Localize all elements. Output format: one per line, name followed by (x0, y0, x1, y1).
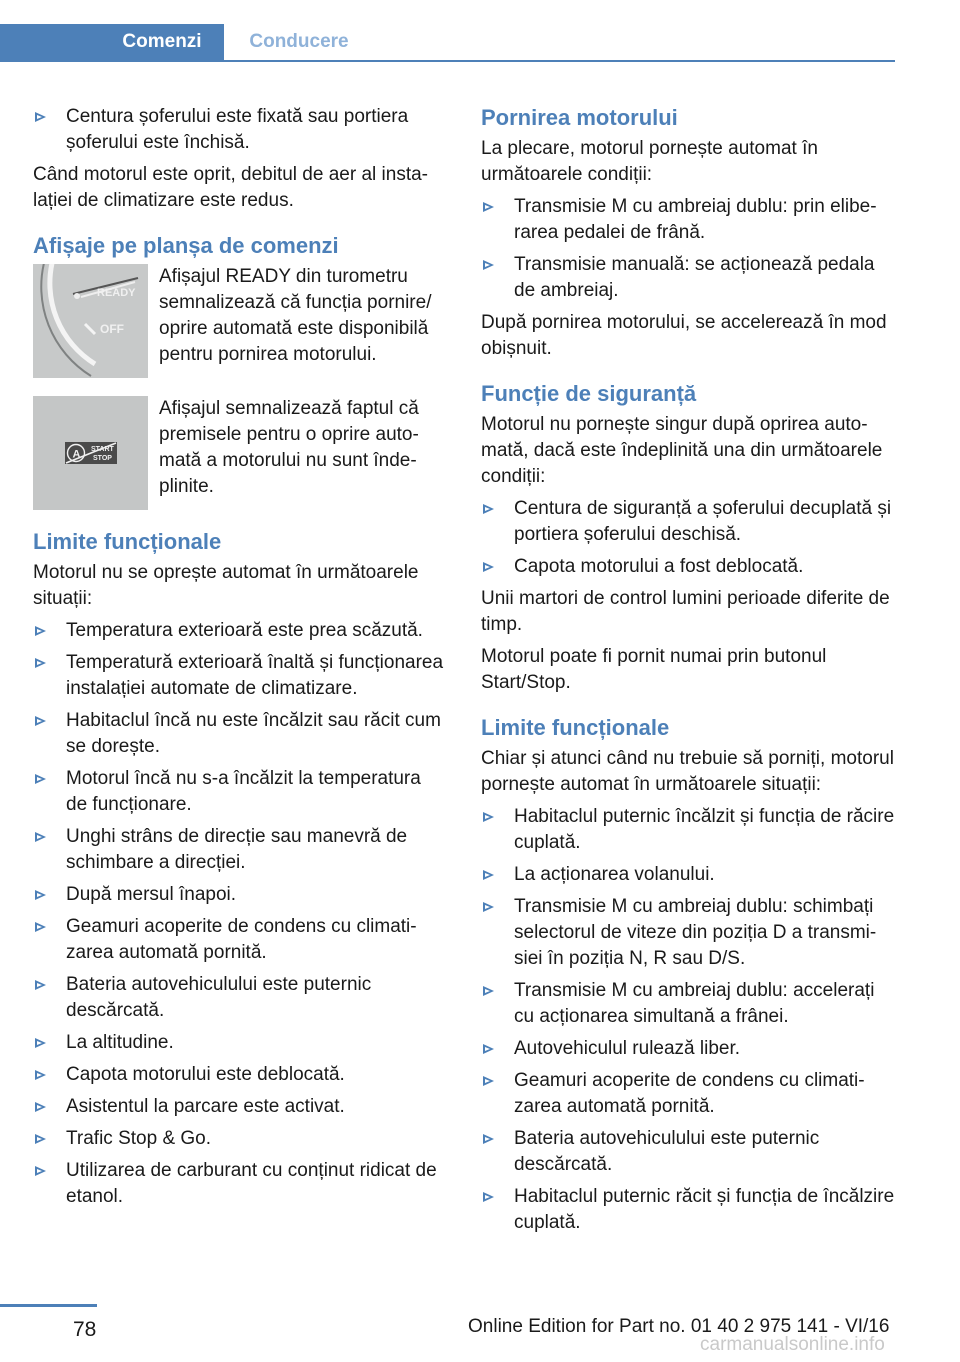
triangle-bullet-icon (483, 902, 494, 912)
triangle-bullet-icon (483, 202, 494, 212)
section-heading-safety: Funcție de siguranță (481, 381, 697, 406)
list-item: Habitaclul încă nu este încălzit sau răcit cum se dorește. (33, 708, 445, 760)
triangle-bullet-icon (483, 1134, 494, 1144)
paragraph: Motorul nu pornește singur după oprirea automată, dacă este îndeplinită una din următoarele condiții: (481, 414, 883, 487)
list-item: Unghi strâns de direcție sau manevră de schimbare a direcției. (33, 824, 445, 876)
off-label: OFF (100, 322, 124, 336)
triangle-bullet-icon (35, 1134, 46, 1144)
start-label: START (91, 446, 114, 453)
triangle-bullet-icon (35, 832, 46, 842)
footer-rule (0, 1304, 97, 1307)
ready-label: READY (97, 287, 136, 299)
triangle-bullet-icon (483, 260, 494, 270)
triangle-bullet-icon (483, 504, 494, 514)
triangle-bullet-icon (35, 980, 46, 990)
right-column (481, 104, 895, 1242)
list-item: Transmisie M cu ambreiaj dublu: prin eliberarea pedalei de frână. (481, 194, 895, 246)
triangle-bullet-icon (35, 1038, 46, 1048)
display-ready-row (33, 264, 445, 378)
list-item: Bateria autovehiculului este puternic descărcată. (33, 972, 445, 1024)
list-item: Geamuri acoperite de condens cu climatizarea automată pornită. (481, 1068, 895, 1120)
triangle-bullet-icon (35, 890, 46, 900)
list-item: Motorul încă nu s-a încălzit la temperatura de funcționare. (33, 766, 445, 818)
auto-a-label: A (72, 448, 81, 461)
display2-description: Afișajul semnalizează faptul că premisele pentru o oprire automată a motorului nu sunt îndeplinite. (159, 398, 419, 497)
page-number: 78 (73, 1318, 97, 1341)
list-item: Geamuri acoperite de condens cu climatizarea automată pornită. (33, 914, 445, 966)
safety-conditions-list (481, 496, 895, 580)
list-item: După mersul înapoi. (33, 882, 445, 908)
triangle-bullet-icon (35, 774, 46, 784)
list-item: Temperatura exterioară este prea scăzută. (33, 618, 445, 644)
chapter-tabs (0, 24, 895, 62)
list-item: Capota motorului a fost deblocată. (481, 554, 895, 580)
limits-list (33, 618, 445, 1210)
ready-display-image (33, 264, 148, 378)
intro-list (33, 104, 445, 156)
list-item: Transmisie M cu ambreiaj dublu: accelerați cu acționarea simultană a frânei. (481, 978, 895, 1030)
triangle-bullet-icon (483, 1192, 494, 1202)
list-item: La altitudine. (33, 1030, 445, 1056)
paragraph: Motorul poate fi pornit numai prin butonul Start/Stop. (481, 646, 827, 693)
left-column (33, 104, 445, 1216)
stop-label: STOP (93, 455, 112, 462)
list-item: Transmisie M cu ambreiaj dublu: schimbați selectorul de viteze din poziția D a transmisiei în poziția N, R sau D/S. (481, 894, 895, 972)
triangle-bullet-icon (483, 986, 494, 996)
triangle-bullet-icon (35, 112, 46, 122)
display1-description: Afișajul READY din turometru semnalizează că funcția pornire/ oprire automată este disponibilă pentru pornirea motorului. (159, 266, 432, 365)
list-item: Transmisie manuală: se acționează pedala de ambreiaj. (481, 252, 895, 304)
list-item: Asistentul la parcare este activat. (33, 1094, 445, 1120)
tab-comenzi[interactable]: Comenzi (0, 24, 224, 60)
triangle-bullet-icon (483, 1076, 494, 1086)
triangle-bullet-icon (35, 1166, 46, 1176)
auto-start-conditions-list (481, 804, 895, 1236)
paragraph: Când motorul este oprit, debitul de aer al instalației de climatizare este redus. (33, 164, 428, 211)
list-item: Trafic Stop & Go. (33, 1126, 445, 1152)
triangle-bullet-icon (35, 658, 46, 668)
paragraph: Unii martori de control lumini perioade diferite de timp. (481, 588, 890, 635)
list-item: Habitaclul puternic încălzit și funcția de răcire cuplată. (481, 804, 895, 856)
triangle-bullet-icon (483, 1044, 494, 1054)
list-item: Centura șoferului este fixată sau portiera șoferului este închisă. (33, 104, 445, 156)
triangle-bullet-icon (35, 626, 46, 636)
triangle-bullet-icon (35, 922, 46, 932)
triangle-bullet-icon (35, 1102, 46, 1112)
section-heading-limits: Limite funcționale (33, 529, 222, 554)
triangle-bullet-icon (35, 1070, 46, 1080)
start-conditions-list (481, 194, 895, 304)
list-item: Habitaclul puternic răcit și funcția de încălzire cuplată. (481, 1184, 895, 1236)
list-item: La acționarea volanului. (481, 862, 895, 888)
triangle-bullet-icon (483, 562, 494, 572)
list-item: Autovehiculul rulează liber. (481, 1036, 895, 1062)
list-item: Centura de siguranță a șoferului decuplată și portiera șoferului deschisă. (481, 496, 895, 548)
triangle-bullet-icon (483, 870, 494, 880)
list-item: Utilizarea de carburant cu conținut ridicat de etanol. (33, 1158, 445, 1210)
edition-note: Online Edition for Part no. 01 40 2 975 141 - VI/16 (468, 1316, 890, 1337)
watermark: carmanualsonline.info (700, 1334, 885, 1355)
triangle-bullet-icon (35, 716, 46, 726)
paragraph: La plecare, motorul pornește automat în următoarele condiții: (481, 138, 818, 185)
paragraph: Motorul nu se oprește automat în următoarele situații: (33, 562, 419, 609)
list-item: Temperatură exterioară înaltă și funcționarea instalației automate de climatizare. (33, 650, 445, 702)
section-heading-displays: Afișaje pe planșa de comenzi (33, 233, 339, 258)
display-start-stop-row (33, 396, 445, 510)
tab-conducere[interactable]: Conducere (224, 24, 374, 60)
list-item: Bateria autovehiculului este puternic descărcată. (481, 1126, 895, 1178)
paragraph: După pornirea motorului, se accelerează în mod obișnuit. (481, 312, 887, 359)
section-heading-engine-start: Pornirea motorului (481, 105, 678, 130)
triangle-bullet-icon (483, 812, 494, 822)
list-item: Capota motorului este deblocată. (33, 1062, 445, 1088)
section-heading-limits-2: Limite funcționale (481, 715, 670, 740)
start-stop-display-image (33, 396, 148, 510)
paragraph: Chiar și atunci când nu trebuie să porniți, motorul pornește automat în următoarele situații: (481, 748, 894, 795)
